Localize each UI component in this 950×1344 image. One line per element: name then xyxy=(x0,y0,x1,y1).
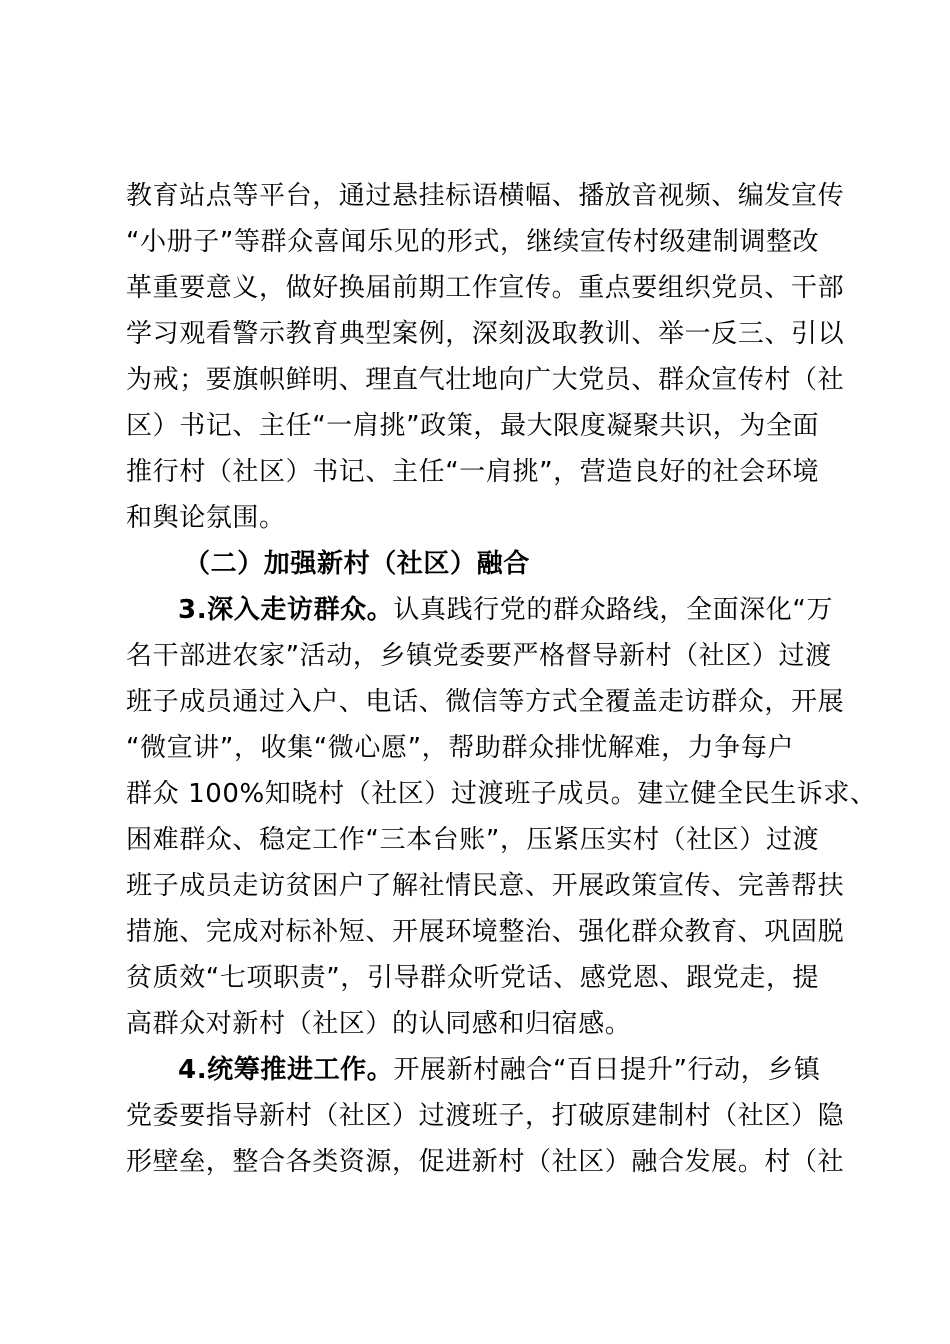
paragraph-4-line-2: 党委要指导新村（社区）过渡班子，打破原建制村（社区）隐 xyxy=(126,1101,845,1131)
paragraph-3-line-6: 困难群众、稳定工作“三本台账”，压紧压实村（社区）过渡 xyxy=(126,825,820,855)
paragraph-3-line-5: 群众 100%知晓村（社区）过渡班子成员。建立健全民生诉求、 xyxy=(126,779,877,809)
paragraph-3-line-8: 措施、完成对标补短、开展环境整治、强化群众教育、巩固脱 xyxy=(126,917,845,947)
paragraph-4-line-1-text: 开展新村融合“百日提升”行动，乡镇 xyxy=(393,1055,821,1085)
paragraph-3-line-9: 贫质效“七项职责”，引导群众听党话、感党恩、跟党走，提 xyxy=(126,963,820,993)
paragraph-3-line-3: 班子成员通过入户、电话、微信等方式全覆盖走访群众，开展 xyxy=(126,687,845,717)
paragraph-3-line-10: 高群众对新村（社区）的认同感和归宿感。 xyxy=(126,1009,632,1039)
paragraph-3-line-4: “微宣讲”，收集“微心愿”，帮助群众排忧解难，力争每户 xyxy=(126,733,795,763)
paragraph-3-line-7: 班子成员走访贫困户了解社情民意、开展政策宣传、完善帮扶 xyxy=(126,871,845,901)
paragraph-1-line-6: 区）书记、主任“一肩挑”政策，最大限度凝聚共识，为全面 xyxy=(126,411,820,441)
paragraph-1-line-2: “小册子”等群众喜闻乐见的形式，继续宣传村级建制调整改 xyxy=(126,227,820,257)
paragraph-1-line-8: 和舆论氛围。 xyxy=(126,503,286,533)
paragraph-1-line-7: 推行村（社区）书记、主任“一肩挑”，营造良好的社会环境 xyxy=(126,457,820,487)
paragraph-1-line-3: 革重要意义，做好换届前期工作宣传。重点要组织党员、干部 xyxy=(126,273,845,303)
paragraph-3-line-2: 名干部进农家”活动，乡镇党委要严格督导新村（社区）过渡 xyxy=(126,641,832,671)
paragraph-3-line-1-text: 认真践行党的群众路线，全面深化“万 xyxy=(393,595,834,625)
paragraph-3-line-1 xyxy=(178,587,834,633)
paragraph-4-line-1 xyxy=(178,1047,834,1093)
paragraph-1-line-1: 教育站点等平台，通过悬挂标语横幅、播放音视频、编发宣传 xyxy=(126,181,845,211)
paragraph-4-line-3: 形壁垒，整合各类资源，促进新村（社区）融合发展。村（社 xyxy=(126,1147,845,1177)
section-heading: （二）加强新村（社区）融合 xyxy=(184,549,530,579)
paragraph-1-line-4: 学习观看警示教育典型案例，深刻汲取教训、举一反三、引以 xyxy=(126,319,845,349)
paragraph-4-title: 4.统筹推进工作。 xyxy=(178,1055,394,1085)
paragraph-3-title: 3.深入走访群众。 xyxy=(178,595,394,625)
paragraph-1-line-5: 为戒；要旗帜鲜明、理直气壮地向广大党员、群众宣传村（社 xyxy=(126,365,845,395)
